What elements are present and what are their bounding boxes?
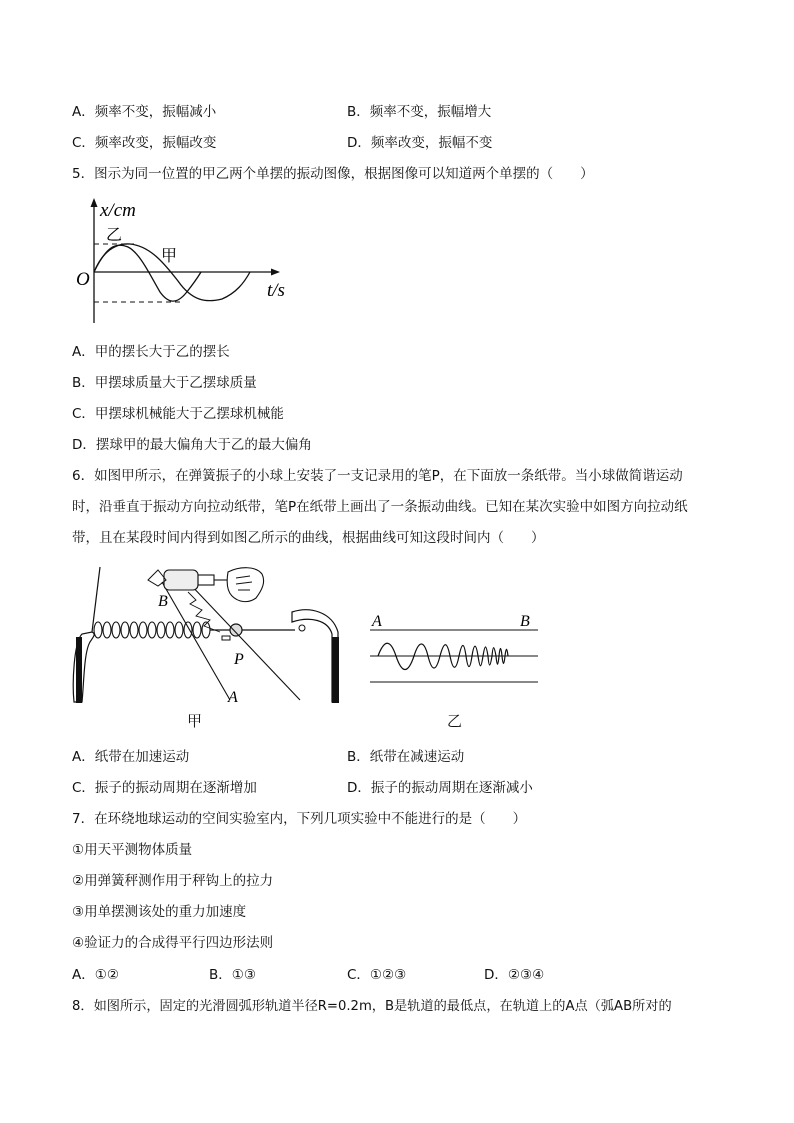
q5-stem: 5．图示为同一位置的甲乙两个单摆的振动图像，根据图像可以知道两个单摆的（ ） [72, 166, 594, 182]
q5-curve-yi-label: 乙 [106, 225, 123, 244]
q6-option-c: C．振子的振动周期在逐渐增加 [72, 780, 257, 796]
q7-option-a: A．①② [72, 967, 119, 983]
q7-item-4: ④验证力的合成得平行四边形法则 [72, 935, 274, 951]
q4-option-c: C．频率改变，振幅改变 [72, 135, 217, 151]
q6-option-d: D．振子的振动周期在逐渐减小 [347, 780, 533, 796]
q6-option-a: A．纸带在加速运动 [72, 749, 190, 765]
q6-stem-line-2: 时，沿垂直于振动方向拉动纸带，笔P在纸带上画出了一条振动曲线。已知在某次实验中如图方向拉动纸 [72, 499, 688, 515]
q7-item-1: ①用天平测物体质量 [72, 842, 193, 858]
q4-option-b: B．频率不变，振幅增大 [347, 104, 492, 120]
q6-label-a: A [228, 689, 238, 706]
q7-item-2: ②用弹簧秤测作用于秤钩上的拉力 [72, 873, 274, 889]
q5-curve-jia-label: 甲 [161, 246, 178, 265]
q5-origin-label: O [76, 269, 90, 290]
q7-option-b: B．①③ [209, 967, 256, 983]
q4-option-d: D．频率改变，振幅不变 [347, 135, 493, 151]
q5-option-c: C．甲摆球机械能大于乙摆球机械能 [72, 406, 284, 422]
q6-tape-label-b: B [520, 613, 530, 630]
q5-vibration-graph [70, 195, 300, 330]
q6-stem-line-3: 带，且在某段时间内得到如图乙所示的曲线，根据曲线可知这段时间内（ ） [72, 530, 545, 546]
q8-stem: 8．如图所示，固定的光滑圆弧形轨道半径R=0.2m，B是轨道的最低点，在轨道上的A点（弧AB所对的 [72, 999, 672, 1014]
q6-figure-jia-apparatus [70, 562, 360, 712]
q5-y-axis-label: x/cm [100, 200, 136, 221]
q6-figure-yi-tape [368, 610, 543, 690]
q7-item-3: ③用单摆测该处的重力加速度 [72, 904, 247, 920]
q7-option-d: D．②③④ [484, 967, 545, 983]
q6-stem-line-1: 6．如图甲所示，在弹簧振子的小球上安装了一支记录用的笔P，在下面放一条纸带。当小球做简谐运动 [72, 468, 683, 484]
q5-t-axis-label: t/s [267, 280, 285, 301]
q6-caption-yi: 乙 [447, 712, 463, 730]
q7-option-c: C．①②③ [347, 967, 407, 983]
q5-option-d: D．摆球甲的最大偏角大于乙的最大偏角 [72, 437, 312, 453]
q6-tape-label-a: A [372, 613, 382, 630]
q4-option-a: A．频率不变，振幅减小 [72, 104, 217, 120]
q5-option-b: B．甲摆球质量大于乙摆球质量 [72, 375, 257, 391]
q6-option-b: B．纸带在减速运动 [347, 749, 465, 765]
q7-stem: 7．在环绕地球运动的空间实验室内，下列几项实验中不能进行的是（ ） [72, 811, 527, 827]
q6-label-p: P [234, 651, 244, 668]
q5-option-a: A．甲的摆长大于乙的摆长 [72, 344, 230, 360]
q6-caption-jia: 甲 [187, 712, 203, 730]
q6-label-b: B [158, 593, 168, 610]
